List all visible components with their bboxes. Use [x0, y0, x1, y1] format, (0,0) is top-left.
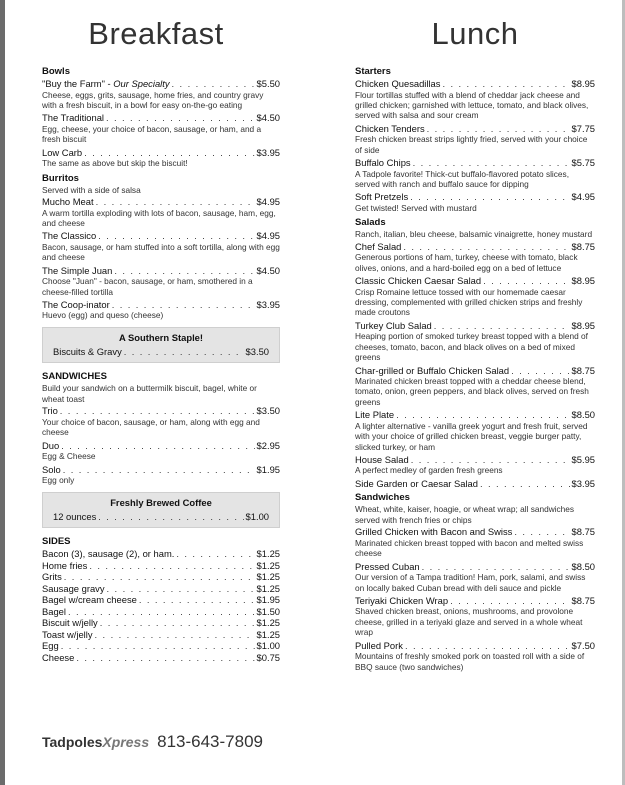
menu-item-description: Get twisted! Served with mustard [355, 202, 477, 213]
menu-item-description: Cheese, eggs, grits, sausage, home fries, and country gravy with a fresh biscuit, in a bowl for easy on-the-go eating [42, 89, 264, 110]
menu-item-price: $4.95 [256, 230, 280, 242]
menu-item-line [42, 265, 280, 277]
menu-item-price: $3.95 [256, 298, 280, 310]
menu-item-line [42, 606, 280, 618]
menu-item-name [42, 196, 94, 208]
menu-item-line [355, 478, 595, 490]
menu-item-name [42, 617, 98, 629]
dot-leader [112, 299, 255, 311]
menu-item-line [355, 640, 595, 652]
menu-item [355, 640, 595, 672]
menu-item-name [355, 241, 401, 253]
menu-item-line [42, 571, 280, 583]
lunch-sandwiches-note: Wheat, white, kaiser, hoagie, or wheat wrap; all sandwiches served with french fries or chips [355, 504, 575, 525]
salads-section-title: Salads [355, 217, 386, 229]
menu-item-name [42, 571, 62, 583]
menu-item-description: Choose "Juan" - bacon, sausage, or ham, smothered in a cheese-filled tortilla [42, 276, 253, 297]
menu-item-description: Mountains of freshly smoked pork on toasted roll with a side of BBQ sauce (two sandwiches) [355, 651, 585, 672]
menu-item-price: $5.50 [256, 78, 280, 89]
menu-item-name-text: Grilled Chicken with Bacon and Swiss [355, 526, 513, 538]
menu-item [42, 652, 280, 664]
menu-item-line [42, 230, 280, 242]
menu-item-name [42, 230, 96, 242]
menu-item-name-text: Bagel w/cream cheese [42, 594, 137, 605]
menu-item-line [42, 440, 280, 452]
menu-item-price: $1.25 [256, 617, 280, 628]
starters-list [355, 78, 595, 213]
breakfast-column [42, 0, 280, 663]
dot-leader [511, 365, 569, 377]
dot-leader [124, 346, 244, 358]
menu-item-line [355, 241, 595, 253]
starters-section-title: Starters [355, 66, 391, 77]
dot-leader [100, 617, 255, 629]
menu-item-name-text: Classic Chicken Caesar Salad [355, 275, 482, 287]
southern-staple-item [53, 346, 269, 358]
menu-item-price: $3.95 [571, 477, 595, 489]
menu-item-price: $1.00 [256, 640, 280, 651]
menu-item-name: Biscuits & Gravy [53, 345, 122, 357]
menu-item-description: Egg, cheese, your choice of bacon, sausage, or ham, and a fresh biscuit [42, 123, 262, 145]
menu-item-line [42, 196, 280, 208]
menu-item-name [355, 123, 425, 135]
menu-item-name-text: The Traditional [42, 112, 105, 124]
breakfast-sandwiches-list [42, 405, 280, 485]
menu-item-name-text: Soft Pretzels [355, 191, 409, 203]
menu-item-name [355, 478, 478, 490]
dot-leader [413, 157, 570, 169]
dot-leader [411, 454, 570, 466]
menu-item [42, 617, 280, 629]
sides-section-title: SIDES [42, 536, 71, 547]
dot-leader [483, 275, 569, 287]
menu-item-name [355, 561, 420, 573]
brand-name: Tadpoles [42, 734, 103, 750]
menu-item-name [355, 640, 403, 652]
menu-item-name [42, 112, 104, 124]
menu-item-description: Marinated chicken breast topped with bacon and melted swiss cheese [355, 537, 584, 559]
southern-staple-box [42, 327, 280, 364]
menu-item-name-text: Grits [42, 571, 62, 582]
menu-item-name-text: Side Garden or Caesar Salad [355, 477, 478, 489]
menu-item [42, 299, 280, 321]
menu-item-name [42, 548, 174, 560]
dot-leader [98, 230, 254, 242]
menu-item-name [355, 526, 512, 538]
dot-leader [61, 440, 254, 452]
sides-list [42, 548, 280, 663]
menu-item-line [42, 652, 280, 664]
dot-leader [89, 560, 254, 572]
menu-item-line [355, 561, 595, 573]
menu-item-name-text: Sausage gravy [42, 582, 105, 594]
dot-leader [442, 78, 569, 90]
menu-item-name [42, 464, 61, 476]
menu-item-name [42, 629, 93, 641]
menu-item-name [42, 405, 58, 417]
menu-item-description: Our version of a Tampa tradition! Ham, pork, salami, and swiss on locally baked Cuban bread with deli sauce and pickle [355, 572, 586, 593]
menu-item-description: Egg only [42, 475, 75, 486]
menu-item [42, 571, 280, 583]
page-left-edge [0, 0, 5, 785]
menu-item [42, 560, 280, 572]
menu-item-price: $1.95 [256, 594, 280, 605]
menu-item [355, 123, 595, 155]
menu-item-name-text: Buffalo Chips [355, 157, 411, 169]
dot-leader [64, 571, 255, 583]
menu-item-name [355, 409, 394, 421]
menu-item-name [355, 454, 409, 466]
breakfast-heading: Breakfast [88, 16, 224, 51]
menu-item-price: $1.00 [245, 510, 269, 522]
menu-item-price: $5.95 [571, 453, 595, 465]
menu-item [42, 464, 280, 486]
menu-item [355, 78, 595, 121]
coffee-item [53, 511, 269, 523]
bowls-section-title: Bowls [42, 66, 70, 77]
menu-item-name-text: Chicken Quesadillas [355, 78, 441, 89]
menu-item-price: $3.50 [256, 405, 280, 417]
dot-leader [114, 265, 254, 277]
menu-item [42, 405, 280, 437]
menu-item [355, 595, 595, 638]
sandwiches-section-title: SANDWICHES [42, 371, 107, 383]
burritos-list [42, 196, 280, 321]
menu-item-name [355, 157, 411, 169]
menu-item [355, 409, 595, 452]
brand-name-suffix: Xpress [102, 734, 150, 750]
dot-leader [60, 405, 255, 417]
menu-item-line [355, 78, 595, 90]
menu-item-price: $4.95 [571, 191, 595, 203]
salads-note: Ranch, italian, bleu cheese, balsamic vinaigrette, honey mustard [355, 229, 593, 240]
coffee-box [42, 492, 280, 529]
menu-item-price: $8.75 [571, 240, 595, 252]
menu-item [42, 196, 280, 228]
menu-item [42, 594, 280, 606]
menu-item-name-text: Chicken Tenders [355, 122, 425, 134]
menu-item-name [42, 640, 59, 652]
dot-leader [95, 629, 255, 641]
menu-item-line [42, 594, 280, 606]
menu-item [42, 147, 280, 169]
menu-item [355, 561, 595, 593]
menu-item-description: The same as above but skip the biscuit! [42, 158, 188, 169]
menu-item-name [355, 191, 408, 203]
menu-item-name [355, 275, 481, 287]
footer-brand [42, 732, 263, 752]
menu-item-name-text: Duo [42, 439, 60, 451]
menu-item-description: A perfect medley of garden fresh greens [355, 465, 503, 476]
menu-item-line [42, 560, 280, 572]
menu-item-name-text: The Classico [42, 230, 97, 242]
menu-item-name-text: Cheese [42, 651, 75, 663]
menu-item-line [355, 157, 595, 169]
menu-item-name [355, 595, 448, 607]
menu-item-name-text: Home fries [42, 559, 88, 571]
menu-item-price: $8.50 [571, 560, 595, 572]
menu-item-line [355, 454, 595, 466]
menu-item [42, 606, 280, 618]
menu-item-price: $8.95 [571, 319, 595, 331]
dot-leader [106, 112, 255, 124]
menu-item-name-text: The Simple Juan [42, 264, 113, 276]
menu-item [355, 320, 595, 363]
menu-item-name [42, 583, 105, 595]
menu-item-name [42, 652, 74, 664]
menu-item-description: Marinated chicken breast topped with a cheddar cheese blend, tomato, onion, green peppers, and black olives, served on fresh greens [355, 376, 589, 407]
menu-item [42, 583, 280, 595]
menu-item-name [355, 365, 509, 377]
menu-item-name [42, 265, 112, 277]
menu-item-price: $4.95 [256, 196, 280, 208]
menu-item-name [42, 299, 110, 311]
dot-leader [450, 595, 569, 607]
menu-item-price: $3.95 [256, 146, 280, 158]
menu-item-name-text: The Coop-inator [42, 298, 110, 310]
menu-item-price: $1.25 [256, 548, 280, 559]
menu-item-price: $1.25 [256, 571, 280, 582]
dot-leader [176, 548, 254, 560]
menu-item [42, 640, 280, 652]
menu-item [355, 241, 595, 273]
menu-item-name [42, 606, 66, 618]
menu-item-name-text: Turkey Club Salad [355, 319, 432, 331]
menu-item-line [42, 629, 280, 641]
menu-item-price: $3.50 [245, 345, 269, 357]
dot-leader [84, 147, 254, 159]
menu-item [355, 275, 595, 318]
menu-item-description: Your choice of bacon, sausage, or ham, along with egg and cheese [42, 416, 260, 438]
menu-item [42, 230, 280, 262]
menu-item-description: Flour tortillas stuffed with a blend of cheddar jack cheese and grilled chicken; garnished with lettuce, tomato, and black olives, served with salsa and sour cream [355, 89, 589, 121]
menu-item-line [42, 405, 280, 417]
menu-item-description: A Tadpole favorite! Thick-cut buffalo-flavored potato slices, served with ranch and buffalo sauce for dipping [355, 168, 569, 189]
lunch-sandwiches-section-title: Sandwiches [355, 492, 410, 504]
menu-item-description: Egg & Cheese [42, 451, 96, 462]
menu-item-line [355, 409, 595, 421]
dot-leader [434, 320, 570, 332]
menu-item-description: Generous portions of ham, turkey, cheese with tomato, black olives, onions, and a hard-boiled egg on a bed of lettuce [355, 252, 578, 273]
menu-item-description: A warm tortilla exploding with lots of bacon, sausage, ham, egg, and cheese [42, 207, 276, 228]
menu-item-line [355, 365, 595, 377]
menu-item-line [355, 191, 595, 203]
dot-leader [96, 196, 255, 208]
coffee-title: Freshly Brewed Coffee [110, 496, 212, 508]
menu-item-price: $8.75 [571, 364, 595, 376]
menu-item-price: $8.95 [571, 78, 595, 89]
dot-leader [396, 409, 569, 421]
menu-item [355, 454, 595, 476]
menu-item-price: $7.75 [571, 122, 595, 134]
menu-item-price: $4.50 [256, 264, 280, 276]
menu-item-name-text: Char-grilled or Buffalo Chicken Salad [355, 364, 510, 376]
menu-item [42, 548, 280, 560]
menu-item-line [355, 595, 595, 607]
dot-leader [76, 652, 254, 664]
menu-item [42, 440, 280, 462]
menu-item-name-text: Bacon (3), sausage (2), or ham. [42, 548, 175, 559]
menu-item-price: $8.95 [571, 275, 595, 287]
menu-item-description: Crisp Romaine lettuce tossed with our homemade caesar dressing, complemented with grilled chicken strips and freshly made croutons [355, 286, 583, 318]
menu-item-name [42, 560, 87, 572]
dot-leader [61, 640, 255, 652]
menu-item-name-text: Egg [42, 640, 59, 651]
dot-leader [480, 478, 570, 490]
menu-item [42, 265, 280, 297]
dot-leader [410, 191, 569, 203]
dot-leader [427, 123, 570, 135]
dot-leader [405, 640, 570, 652]
menu-item [42, 78, 280, 110]
dot-leader [63, 464, 255, 476]
menu-item-line [42, 112, 280, 124]
menu-item-price: $1.25 [256, 582, 280, 594]
menu-item-description: Shaved chicken breast, onions, mushrooms, and provolone cheese, grilled in a teriyaki glaze and served in a whole wheat wrap [355, 606, 583, 638]
menu-item-name [355, 78, 440, 90]
bowls-list [42, 78, 280, 169]
menu-item [355, 478, 595, 490]
menu-item-line [355, 320, 595, 332]
menu-item-name-text: Solo [42, 463, 61, 475]
lunch-column [355, 0, 595, 674]
menu-item-line [42, 583, 280, 595]
sandwiches-note: Build your sandwich on a buttermilk biscuit, bagel, white or wheat toast [42, 383, 257, 404]
menu-item-line [42, 299, 280, 311]
menu-item [42, 629, 280, 641]
menu-item-name [42, 78, 170, 90]
menu-item-price: $8.50 [571, 409, 595, 421]
menu-item-price: $1.95 [256, 463, 280, 475]
menu-item-name-text: Biscuit w/jelly [42, 617, 98, 628]
menu-item-line [42, 78, 280, 90]
dot-leader [422, 561, 570, 573]
menu-item [355, 365, 595, 408]
menu-item-name-emphasis: Our Specialty [113, 78, 170, 89]
menu-item-name [42, 147, 82, 159]
menu-item-line [42, 617, 280, 629]
phone-number: 813-643-7809 [157, 732, 263, 751]
menu-item-name-text: Mucho Meat [42, 196, 94, 208]
dot-leader [68, 606, 255, 618]
southern-staple-title: A Southern Staple! [118, 331, 204, 343]
menu-item [355, 157, 595, 189]
menu-item-name-text: Bagel [42, 605, 66, 617]
menu-item-name-text: House Salad [355, 453, 409, 465]
dot-leader [139, 594, 255, 606]
menu-item-price: $5.75 [571, 157, 595, 169]
menu-item-line [355, 123, 595, 135]
menu-item-name: 12 ounces [53, 510, 97, 522]
dot-leader [98, 511, 243, 523]
burritos-note: Served with a side of salsa [42, 184, 141, 195]
menu-item-line [42, 464, 280, 476]
menu-item-name-text: Toast w/jelly [42, 628, 93, 640]
menu-item-price: $1.50 [256, 605, 280, 617]
lunch-heading: Lunch [431, 16, 519, 51]
menu-item-line [355, 526, 595, 538]
menu-item-name [42, 440, 59, 452]
menu-item-name-text: Teriyaki Chicken Wrap [355, 594, 449, 606]
menu-item-description: A lighter alternative - vanilla greek yogurt and fresh fruit, served with your choice of grilled chicken breast, veggie burger patty, slicked turkey, or ham [355, 420, 588, 452]
menu-item [42, 112, 280, 144]
menu-item [355, 191, 595, 213]
menu-item-name-text: Pressed Cuban [355, 560, 420, 572]
menu-item-line [42, 147, 280, 159]
menu-item-description: Bacon, sausage, or ham stuffed into a soft tortilla, along with egg and cheese [42, 241, 280, 263]
dot-leader [107, 583, 255, 595]
menu-item-price: $8.75 [571, 594, 595, 606]
salads-list [355, 241, 595, 490]
menu-item-description: Fresh chicken breast strips lightly fried, served with your choice of side [355, 134, 588, 155]
dot-leader [403, 241, 569, 253]
menu-item-price: $4.50 [256, 112, 280, 124]
menu-item-name [42, 594, 137, 606]
menu-item-line [42, 640, 280, 652]
menu-item-price: $7.50 [571, 639, 595, 651]
menu-item-price: $8.75 [571, 526, 595, 538]
menu-item-price: $1.25 [256, 628, 280, 640]
lunch-sandwiches-list [355, 526, 595, 672]
menu-item-description: Huevo (egg) and queso (cheese) [42, 310, 164, 321]
menu-item-name [355, 320, 432, 332]
dot-leader [514, 526, 569, 538]
menu-item-name-text: Trio [42, 405, 58, 417]
menu-item [355, 526, 595, 558]
menu-item-price: $0.75 [256, 651, 280, 663]
menu-item-description: Heaping portion of smoked turkey breast topped with a blend of cheeses, tomato, bacon, and black olives on a bed of mixed greens [355, 331, 588, 363]
menu-item-price: $1.25 [256, 559, 280, 571]
burritos-section-title: Burritos [42, 172, 79, 184]
menu-item-name-text: Pulled Pork [355, 639, 403, 651]
menu-item-name-text: "Buy the Farm" - [42, 78, 114, 89]
dot-leader [172, 78, 255, 90]
menu-item-name-text: Lite Plate [355, 409, 395, 421]
menu-item-line [42, 548, 280, 560]
menu-item-line [355, 275, 595, 287]
menu-item-price: $2.95 [256, 439, 280, 451]
menu-item-name-text: Low Carb [42, 146, 83, 158]
menu-item-name-text: Chef Salad [355, 240, 402, 252]
